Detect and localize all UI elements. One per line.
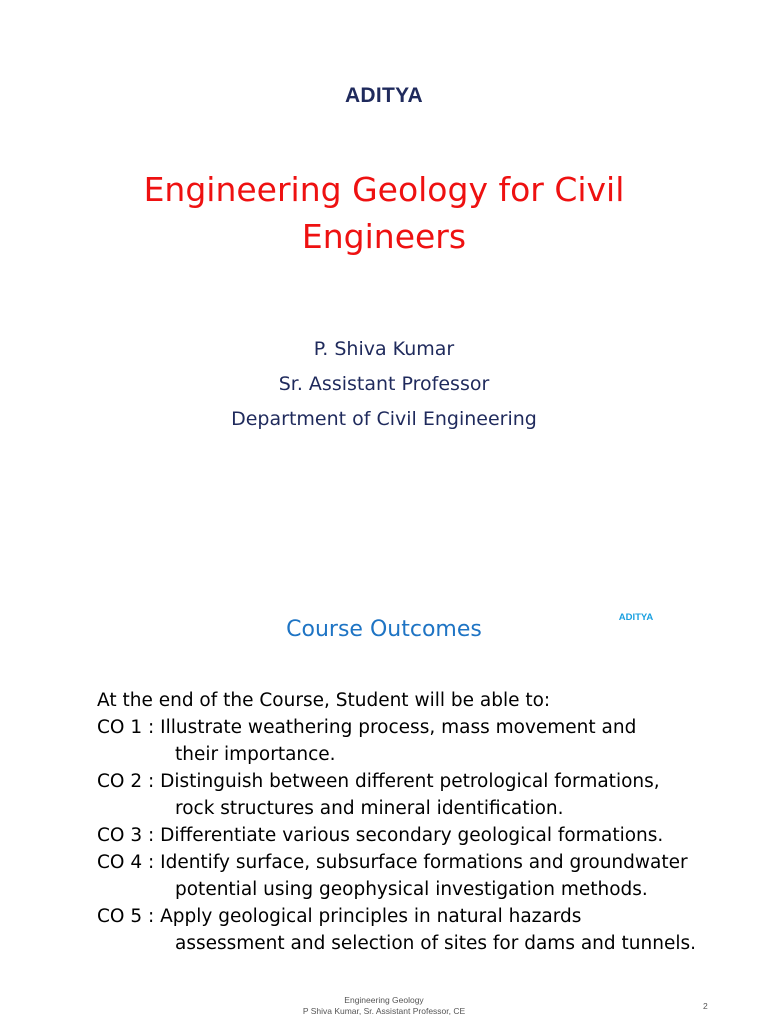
outcome-co4: CO 4 : Identify surface, subsurface formations and groundwater: [97, 852, 688, 873]
outcome-co5: CO 5 : Apply geological principles in natural hazards: [97, 906, 582, 927]
page-number: 2: [703, 1001, 708, 1011]
outcome-co5-continuation: assessment and selection of sites for dams and tunnels.: [175, 933, 696, 954]
author-name: P. Shiva Kumar: [313, 338, 455, 360]
slide-title: Engineering Geology for Civil Engineers: [143, 170, 625, 256]
author-block: [0, 332, 768, 437]
outcome-co4-continuation: potential using geophysical investigation methods.: [175, 879, 648, 900]
outcome-co1: CO 1 : Illustrate weathering process, mass movement and: [97, 717, 637, 738]
outcomes-intro: At the end of the Course, Student will be able to:: [97, 690, 551, 711]
outcomes-list: [97, 687, 757, 957]
author-designation: Sr. Assistant Professor: [278, 373, 490, 395]
author-department: Department of Civil Engineering: [231, 408, 537, 430]
outcome-co2: CO 2 : Distinguish between different petrological formations,: [97, 771, 660, 792]
outcome-co2-continuation: rock structures and mineral identification.: [175, 798, 564, 819]
footer-author: P Shiva Kumar, Sr. Assistant Professor, CE: [302, 1006, 466, 1016]
slide-footer: [0, 995, 768, 1017]
outcome-co1-continuation: their importance.: [175, 744, 336, 765]
brand-logo-small: ADITYA: [618, 612, 654, 623]
outcome-co3: CO 3 : Differentiate various secondary geological formations.: [97, 825, 664, 846]
course-outcomes-slide: [0, 560, 768, 1024]
outcomes-heading: Course Outcomes: [286, 617, 482, 642]
footer-course-name: Engineering Geology: [344, 995, 424, 1005]
brand-logo-text: ADITYA: [344, 84, 424, 107]
